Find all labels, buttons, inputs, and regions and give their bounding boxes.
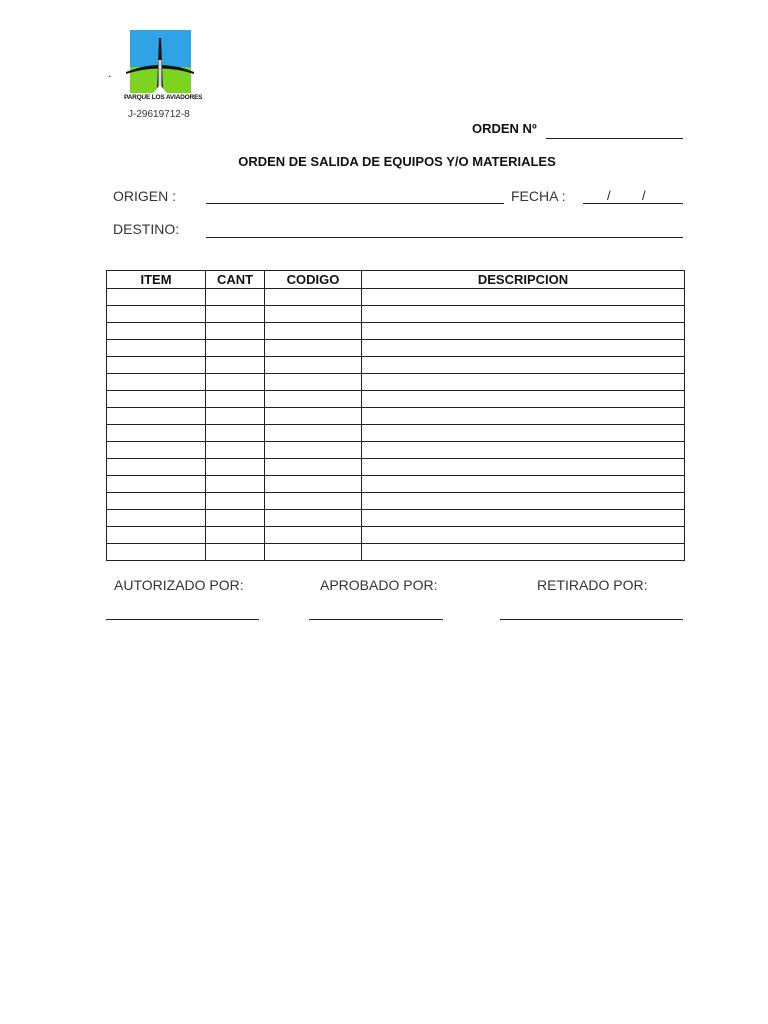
table-row: [107, 374, 685, 391]
table-cell-item[interactable]: [107, 408, 206, 425]
table-cell-cant[interactable]: [206, 459, 265, 476]
date-separator-2: /: [642, 188, 646, 203]
table-cell-descripcion[interactable]: [362, 357, 685, 374]
table-cell-cant[interactable]: [206, 510, 265, 527]
destination-label: DESTINO:: [113, 221, 180, 237]
table-cell-item[interactable]: [107, 544, 206, 561]
table-cell-item[interactable]: [107, 442, 206, 459]
table-row: [107, 425, 685, 442]
table-cell-descripcion[interactable]: [362, 442, 685, 459]
table-row: [107, 391, 685, 408]
table-cell-descripcion[interactable]: [362, 323, 685, 340]
table-cell-item[interactable]: [107, 357, 206, 374]
table-cell-cant[interactable]: [206, 442, 265, 459]
date-separator-1: /: [607, 188, 611, 203]
table-row: [107, 527, 685, 544]
table-cell-codigo[interactable]: [265, 340, 362, 357]
authorized-by-signature-line[interactable]: [106, 619, 259, 620]
logo-text: PARQUE LOS AVIADORES: [124, 94, 203, 101]
table-cell-codigo[interactable]: [265, 442, 362, 459]
tax-id: J-29619712-8: [128, 109, 190, 120]
table-cell-codigo[interactable]: [265, 374, 362, 391]
table-cell-cant[interactable]: [206, 425, 265, 442]
table-cell-codigo[interactable]: [265, 357, 362, 374]
table-cell-codigo[interactable]: [265, 289, 362, 306]
table-cell-descripcion[interactable]: [362, 408, 685, 425]
table-cell-item[interactable]: [107, 425, 206, 442]
date-field[interactable]: [583, 203, 683, 204]
table-cell-cant[interactable]: [206, 476, 265, 493]
table-row: [107, 544, 685, 561]
table-cell-descripcion[interactable]: [362, 374, 685, 391]
table-cell-descripcion[interactable]: [362, 493, 685, 510]
table-row: [107, 340, 685, 357]
approved-by-label: APROBADO POR:: [320, 577, 438, 593]
table-cell-item[interactable]: [107, 493, 206, 510]
date-label: FECHA :: [511, 188, 566, 204]
table-cell-codigo[interactable]: [265, 306, 362, 323]
table-row: [107, 408, 685, 425]
table-cell-codigo[interactable]: [265, 476, 362, 493]
table-cell-codigo[interactable]: [265, 425, 362, 442]
origin-field[interactable]: [206, 203, 504, 204]
withdrawn-by-signature-line[interactable]: [500, 619, 683, 620]
table-cell-descripcion[interactable]: [362, 425, 685, 442]
table-row: [107, 442, 685, 459]
mark-dot: .: [108, 66, 112, 80]
table-cell-descripcion[interactable]: [362, 476, 685, 493]
park-logo: [124, 30, 203, 106]
table-cell-descripcion[interactable]: [362, 391, 685, 408]
items-table: [106, 270, 685, 561]
table-cell-codigo[interactable]: [265, 493, 362, 510]
column-header-descripcion: DESCRIPCION: [362, 271, 685, 289]
table-cell-descripcion[interactable]: [362, 510, 685, 527]
table-row: [107, 357, 685, 374]
table-cell-descripcion[interactable]: [362, 527, 685, 544]
table-cell-cant[interactable]: [206, 527, 265, 544]
table-cell-cant[interactable]: [206, 374, 265, 391]
table-cell-cant[interactable]: [206, 493, 265, 510]
table-cell-codigo[interactable]: [265, 408, 362, 425]
order-number-field[interactable]: [546, 138, 683, 139]
destination-field[interactable]: [206, 237, 683, 238]
authorized-by-label: AUTORIZADO POR:: [114, 577, 244, 593]
table-row: [107, 289, 685, 306]
table-cell-item[interactable]: [107, 510, 206, 527]
table-cell-codigo[interactable]: [265, 544, 362, 561]
table-row: [107, 459, 685, 476]
page-title: ORDEN DE SALIDA DE EQUIPOS Y/O MATERIALES: [238, 154, 556, 169]
table-cell-cant[interactable]: [206, 544, 265, 561]
table-cell-codigo[interactable]: [265, 527, 362, 544]
table-row: [107, 476, 685, 493]
approved-by-signature-line[interactable]: [309, 619, 443, 620]
table-cell-item[interactable]: [107, 374, 206, 391]
table-cell-descripcion[interactable]: [362, 544, 685, 561]
table-cell-item[interactable]: [107, 476, 206, 493]
table-cell-cant[interactable]: [206, 357, 265, 374]
table-cell-descripcion[interactable]: [362, 306, 685, 323]
table-cell-cant[interactable]: [206, 340, 265, 357]
table-header-row: [107, 271, 685, 289]
table-cell-cant[interactable]: [206, 323, 265, 340]
order-number-label: ORDEN Nº: [472, 121, 537, 136]
table-cell-item[interactable]: [107, 323, 206, 340]
table-row: [107, 493, 685, 510]
table-cell-item[interactable]: [107, 527, 206, 544]
table-row: [107, 510, 685, 527]
table-cell-codigo[interactable]: [265, 391, 362, 408]
withdrawn-by-label: RETIRADO POR:: [537, 577, 648, 593]
table-row: [107, 323, 685, 340]
table-cell-cant[interactable]: [206, 391, 265, 408]
column-header-item: ITEM: [107, 271, 206, 289]
table-cell-cant[interactable]: [206, 408, 265, 425]
table-cell-codigo[interactable]: [265, 510, 362, 527]
table-cell-cant[interactable]: [206, 306, 265, 323]
table-cell-descripcion[interactable]: [362, 340, 685, 357]
table-cell-codigo[interactable]: [265, 459, 362, 476]
column-header-codigo: CODIGO: [265, 271, 362, 289]
table-cell-item[interactable]: [107, 459, 206, 476]
table-cell-descripcion[interactable]: [362, 459, 685, 476]
table-cell-descripcion[interactable]: [362, 289, 685, 306]
table-cell-item[interactable]: [107, 391, 206, 408]
table-cell-cant[interactable]: [206, 289, 265, 306]
table-cell-item[interactable]: [107, 306, 206, 323]
table-row: [107, 306, 685, 323]
column-header-cant: CANT: [206, 271, 265, 289]
table-cell-codigo[interactable]: [265, 323, 362, 340]
table-cell-item[interactable]: [107, 289, 206, 306]
origin-label: ORIGEN :: [113, 188, 177, 204]
table-cell-item[interactable]: [107, 340, 206, 357]
